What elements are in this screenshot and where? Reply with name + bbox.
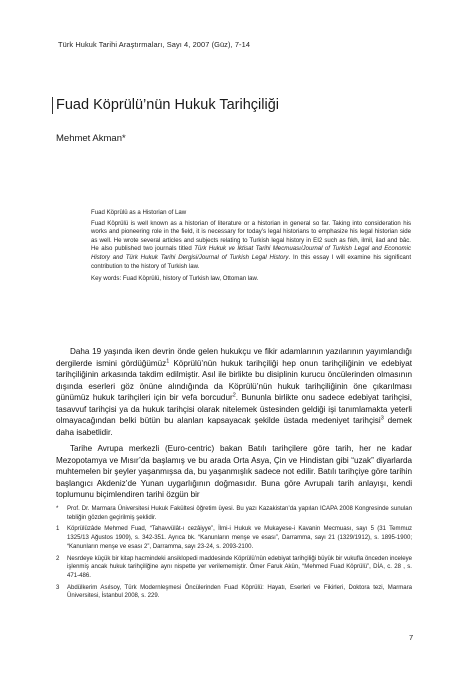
abstract [91, 209, 411, 284]
footnote-mark: * [56, 506, 59, 512]
journal-header: Türk Hukuk Tarihi Araştırmaları, Sayı 4, 2007 (Güz), 7-14 [58, 40, 251, 49]
abstract-text [91, 220, 411, 272]
paragraph-1-part-a: Daha 19 yaşında iken devrin önde gelen hukukçu ve fikir adamlarının yazılarının yayımlandığı dergilerde ismini gördüğümüz [56, 347, 412, 368]
paragraph-1-part-b: Köprülü’nün hukuk tarihçiliği hep onun tarihçiliğinin ve edebiyat tarihçiliğinin arkasında takdim edilmiştir. Asıl ile birlikte bu disiplinin kurucu öncülerinden olmasının dışında eserleri göz önüne alındığında da Köprülü’nün hukuk tarihçiliğinin öne çıkarılması günümüz hukuk tarihçileri için bir vefa borcudur [56, 358, 412, 402]
footnote-text: Prof. Dr. Marmara Üniversitesi Hukuk Fakültesi öğretim üyesi. Bu yazı Kazakistan’da yapılan ICAPA 2008 Kongresinde sunulan tebliğin gözden geçirilmiş şeklidir. [67, 506, 412, 521]
footnote-ref-2[interactable]: 2 [232, 392, 236, 399]
abstract-text-part2: . In this essay I will examine his significant contribution to the history of Turkish law. [91, 253, 412, 270]
footnote [56, 584, 412, 601]
body-text [56, 346, 412, 501]
page-number: 7 [409, 633, 414, 642]
footnote [56, 525, 412, 551]
footnote-mark: 3 [56, 584, 60, 591]
footnote [56, 555, 412, 581]
footnote-mark: 2 [56, 555, 60, 562]
paragraph-1-part-d: demek daha isabetlidir. [56, 416, 412, 437]
article-title: Fuad Köprülü’nün Hukuk Tarihçiliği [56, 97, 279, 113]
paragraph-1-part-c: . Bununla birlikte onu sadece edebiyat tarihçisi, tasavvuf tarihçisi ya da hukuk tarihçisi olarak nitelemek üstesinden geldiği işi tanımlamakta yeterli olmayacağından belki bütün bu alanları kapsayacak şekilde üstada medeniyet tarihçisi [56, 393, 412, 425]
footnote-text: Nesrdeye küçük bir kitap hacmindeki ansiklopedi maddesinde Köprülü’nün edebiyat tarihçiliği büyük bir vukufla önceden inceleye işlenmiş ancak hukuk tarihçiliğine aynı nispette yer verilememiştir. Ömer Faruk Akün, “Mehmed Fuad Köprülü”, DİA, c. 28 , s. 471-486. [67, 555, 412, 579]
footnotes [56, 505, 412, 604]
footnote-text: Abdülkerim Asılsoy, Türk Modernleşmesi Öncülerinden Fuad Köprülü: Hayatı, Eserleri ve Fikirleri, Doktora tezi, Marmara Üniversitesi, İstanbul 2008, s. 229. [67, 584, 412, 600]
footnote [56, 505, 412, 522]
paragraph-2: Tarihe Avrupa merkezli (Euro-centric) bakan Batılı tarihçilere göre tarih, her ne kadar Mezopotamya ve Mısır’da başlamış ve bu arada Orta Asya, Çin ve Hindistan gibi “uzak” diyarlarda muhtemelen bir şeyler yaşanmışsa da, bu yaşanmışlık sadece not edilir. Batılı tarihçiye göre tarihin başlangıcı Akdeniz’de Yunan uygarlığının doğmasıdır. Buna göre Avrupalı tarih anlayışı, kendi toplumunu biçimlendiren tarihi özgün bir [56, 444, 412, 499]
title-block [52, 97, 279, 114]
paragraph-1 [56, 346, 412, 438]
footnote-ref-3[interactable]: 3 [380, 415, 384, 422]
abstract-journals: Türk Hukuk ve İktisat Tarihi Mecmuası/Journal of Turkish Legal and Economic History and Türk Hukuk Tarihi Dergisi/Journal of Turkish Legal History [91, 245, 411, 261]
footnote-text: Köprülüzâde Mehmed Fuad, “Tahavvülât-ı cezâiyye”, İlmi-i Hukuk ve Mukayese-i Kavanin Mecmuası, sayı 5 (31 Temmuz 1325/13 Ağustos 1909), s. 342-351. Ayrıca bk. “Kanunların menşe ve esası”, Darramma, sayı 21 (1329/1912), s. 1895-1900; “Kanunların menşe ve esası 2”, Darramma, sayı 23-24, s. 2093-2100. [67, 526, 412, 550]
abstract-text-part1: Fuad Köprülü is well known as a historian of literature or a historian in general so far. Taking into consideration his works and pioneering role in the field, it is necessary for today’s legal historians to emphasize his legal historian side as well. He wrote several articles and subjects relating to Turkish legal history in EI2 such as fıkh, ilmil, ilad and bâc. He also published two journals titled [91, 219, 411, 253]
abstract-keywords: Key words: Fuad Köprülü, history of Turkish law, Ottoman law. [91, 275, 259, 283]
footnote-mark: 1 [56, 526, 60, 533]
footnote-ref-1[interactable]: 1 [166, 357, 170, 364]
article-author: Mehmet Akman* [56, 133, 126, 144]
abstract-heading: Fuad Köprülü as a Historian of Law [91, 209, 187, 216]
